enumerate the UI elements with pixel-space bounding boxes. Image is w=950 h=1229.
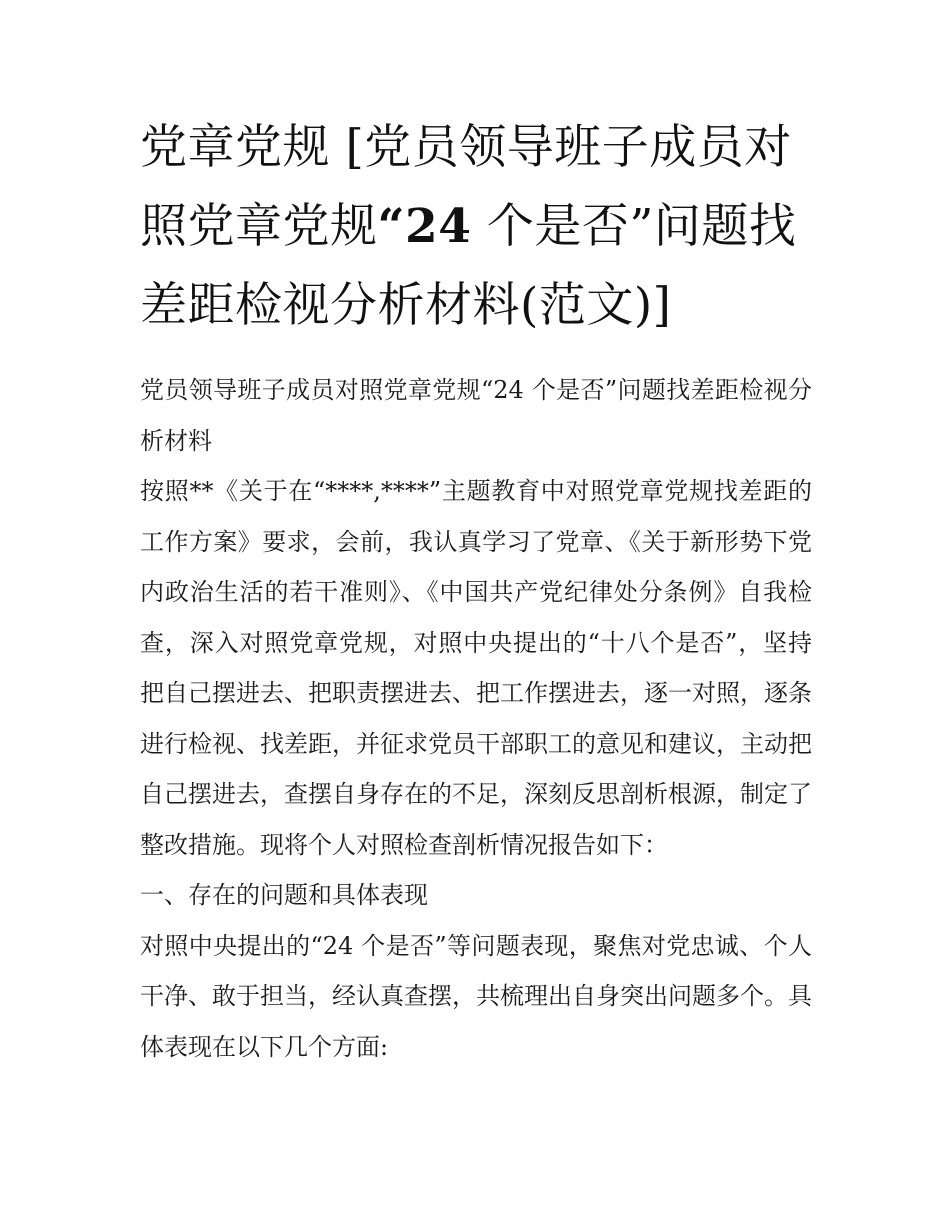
title-text-part3: 个是否”问题找差距检视分析材料(范文)] (140, 199, 797, 333)
document-title (140, 108, 812, 345)
title-text-part1: 党章党规 [党员领导班子成员对照党章党规 (140, 120, 792, 254)
section-paragraph: 对照中央提出的“24 个是否”等问题表现，聚焦对党忠诚、个人干净、敢于担当，经认真查摆，共梳理出自身突出问题多个。具体表现在以下几个方面: (140, 931, 812, 1061)
intro-paragraph: 按照**《关于在“****,****”主题教育中对照党章党规找差距的工作方案》要求，会前，我认真学习了党章、《关于新形势下党内政治生活的若干准则》、《中国共产党纪律处分条例》自我检查，深入对照党章党规，对照中央提出的“十八个是否”，坚持把自己摆进去、把职责摆进去、把工作摆进去，逐一对照，逐条进行检视、找差距，并征求党员干部职工的意见和建议，主动把自己摆进去，查摆自身存在的不足，深刻反思剖析根源，制定了整改措施。现将个人对照检查剖析情况报告如下： (140, 477, 812, 859)
title-text-bold: “24 (377, 199, 472, 254)
section-heading: 一、存在的问题和具体表现 (140, 881, 428, 909)
document-page (140, 108, 812, 1072)
document-subtitle: 党员领导班子成员对照党章党规“24 个是否”问题找差距检视分析材料 (140, 376, 812, 455)
